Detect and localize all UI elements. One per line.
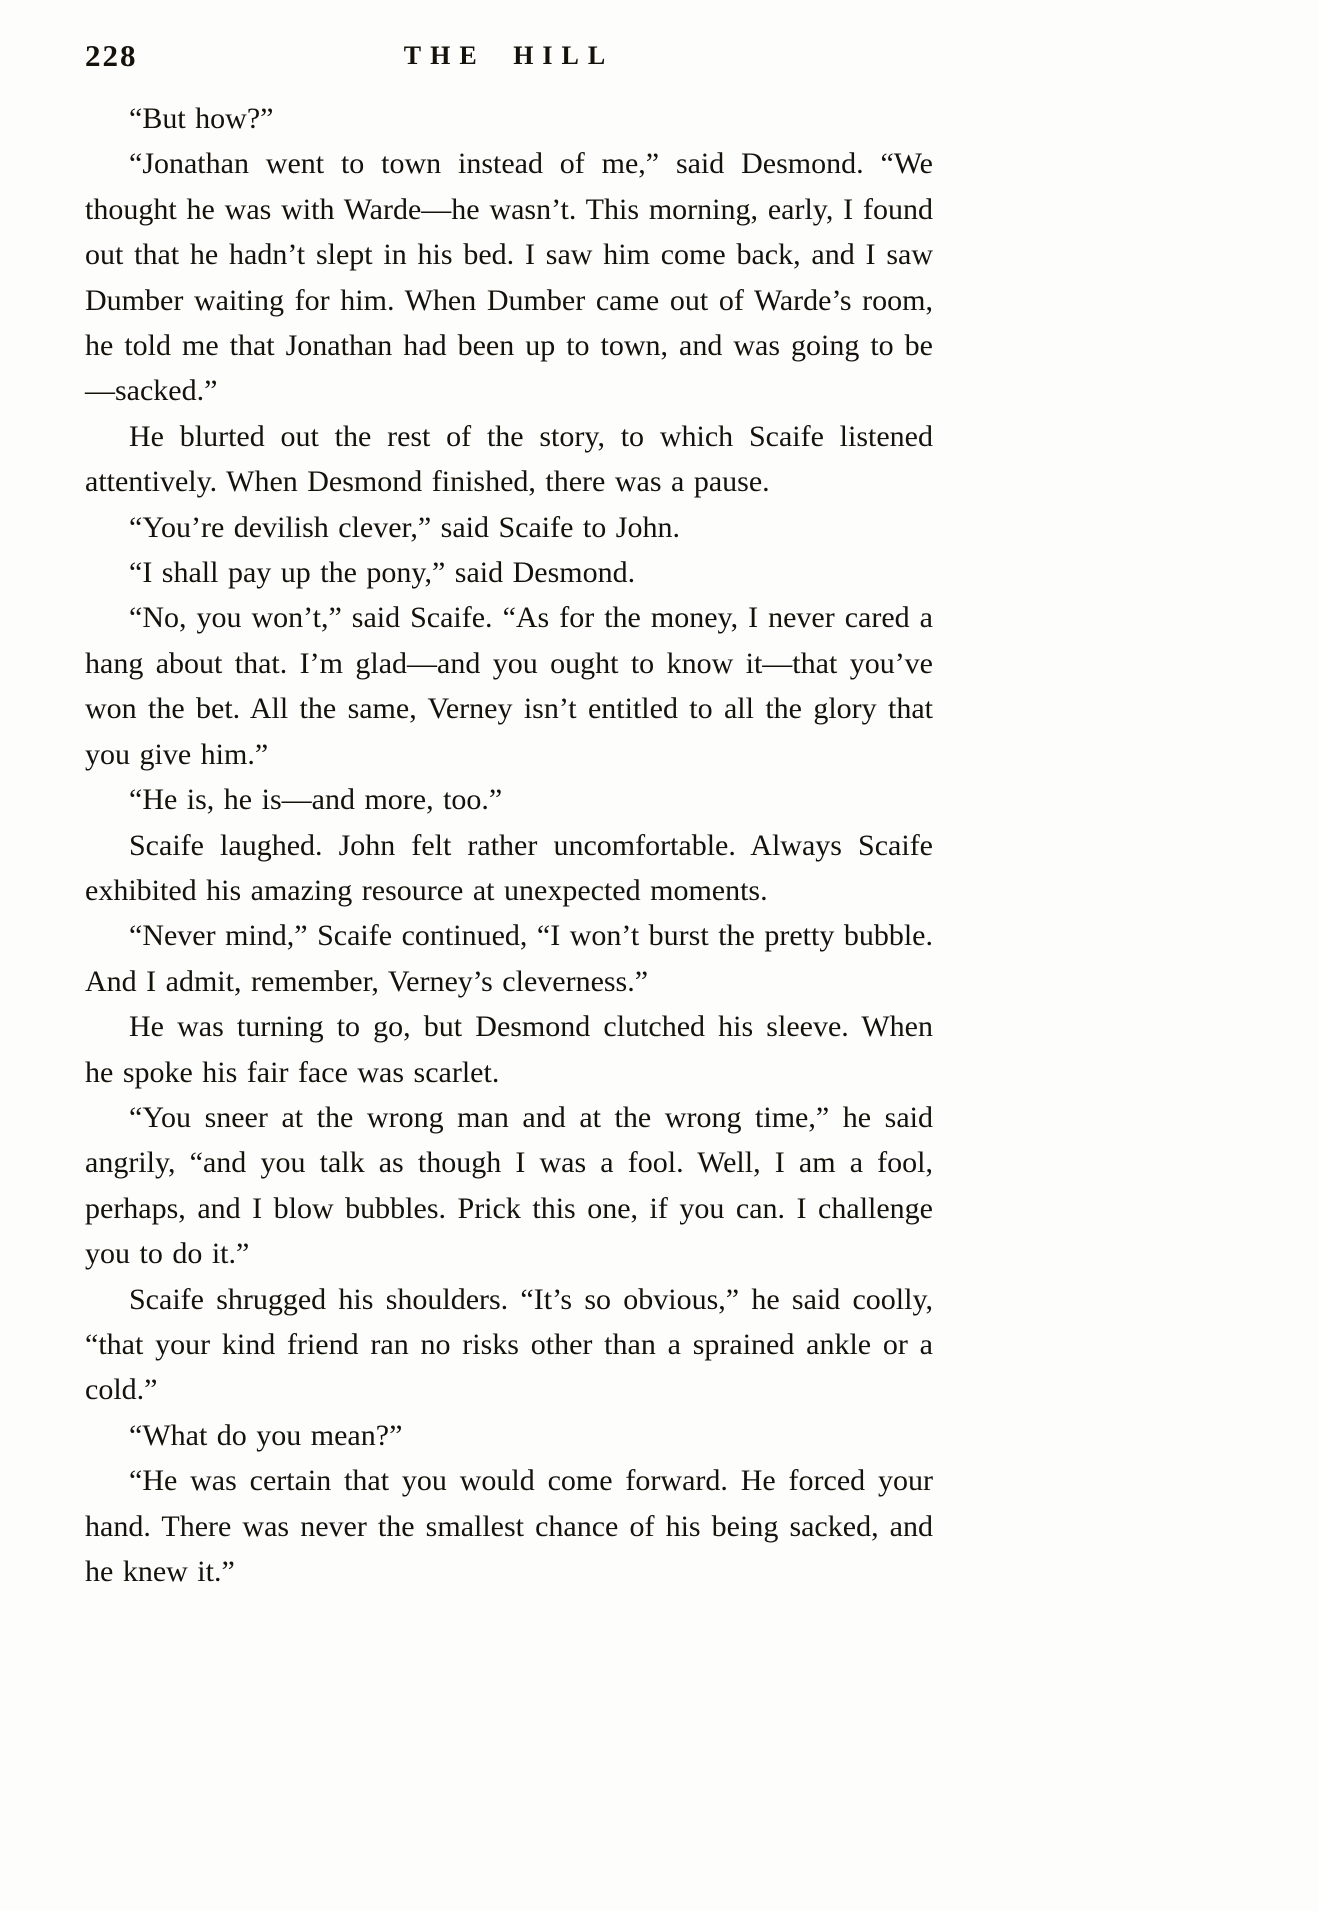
paragraph: Scaife laughed. John felt rather uncomfortable. Always Scaife exhibited his amazing resource at unexpected moments. xyxy=(85,828,933,907)
paragraph: “What do you mean?” xyxy=(129,1418,403,1452)
paragraph: “But how?” xyxy=(129,102,274,135)
paragraph: “He was certain that you would come forward. He forced your hand. There was never the smallest chance of his being sacked, and he knew it.” xyxy=(85,1464,933,1588)
paragraph: “You’re devilish clever,” said Scaife to John. xyxy=(129,510,680,544)
paragraph: Scaife shrugged his shoulders. “It’s so obvious,” he said coolly, “that your kind friend ran no risks other than a sprained ankle or a cold.” xyxy=(85,1282,933,1407)
body-text xyxy=(85,96,933,1594)
page-header xyxy=(85,38,933,82)
paragraph: “No, you won’t,” said Scaife. “As for the money, I never cared a hang about that. I’m glad—and you ought to know it—that you’ve won the bet. All the same, Verney isn’t entitled to all the glory that you give him.” xyxy=(85,601,933,771)
paragraph: He blurted out the rest of the story, to which Scaife listened attentively. When Desmond finished, there was a pause. xyxy=(85,419,933,499)
page-content xyxy=(85,38,933,1594)
paragraph: “He is, he is—and more, too.” xyxy=(129,783,503,817)
page-number: 228 xyxy=(85,38,138,73)
paragraph: “Jonathan went to town instead of me,” said Desmond. “We thought he was with Warde—he wasn’t. This morning, early, I found out that he hadn’t slept in his bed. I saw him come back, and I saw Dumber waiting for him. When Dumber came out of Warde’s room, he told me that Jonathan had been up to town, and was going to be—sacked.” xyxy=(85,147,933,408)
paragraph: “You sneer at the wrong man and at the wrong time,” he said angrily, “and you talk as though I was a fool. Well, I am a fool, perhaps, and I blow bubbles. Prick this one, if you can. I challenge you to do it.” xyxy=(85,1100,933,1271)
running-title: THE HILL xyxy=(403,41,615,70)
paragraph: He was turning to go, but Desmond clutched his sleeve. When he spoke his fair face was scarlet. xyxy=(85,1010,933,1089)
paragraph: “I shall pay up the pony,” said Desmond. xyxy=(129,556,636,590)
paragraph: “Never mind,” Scaife continued, “I won’t burst the pretty bubble. And I admit, remember, Verney’s cleverness.” xyxy=(85,919,933,998)
